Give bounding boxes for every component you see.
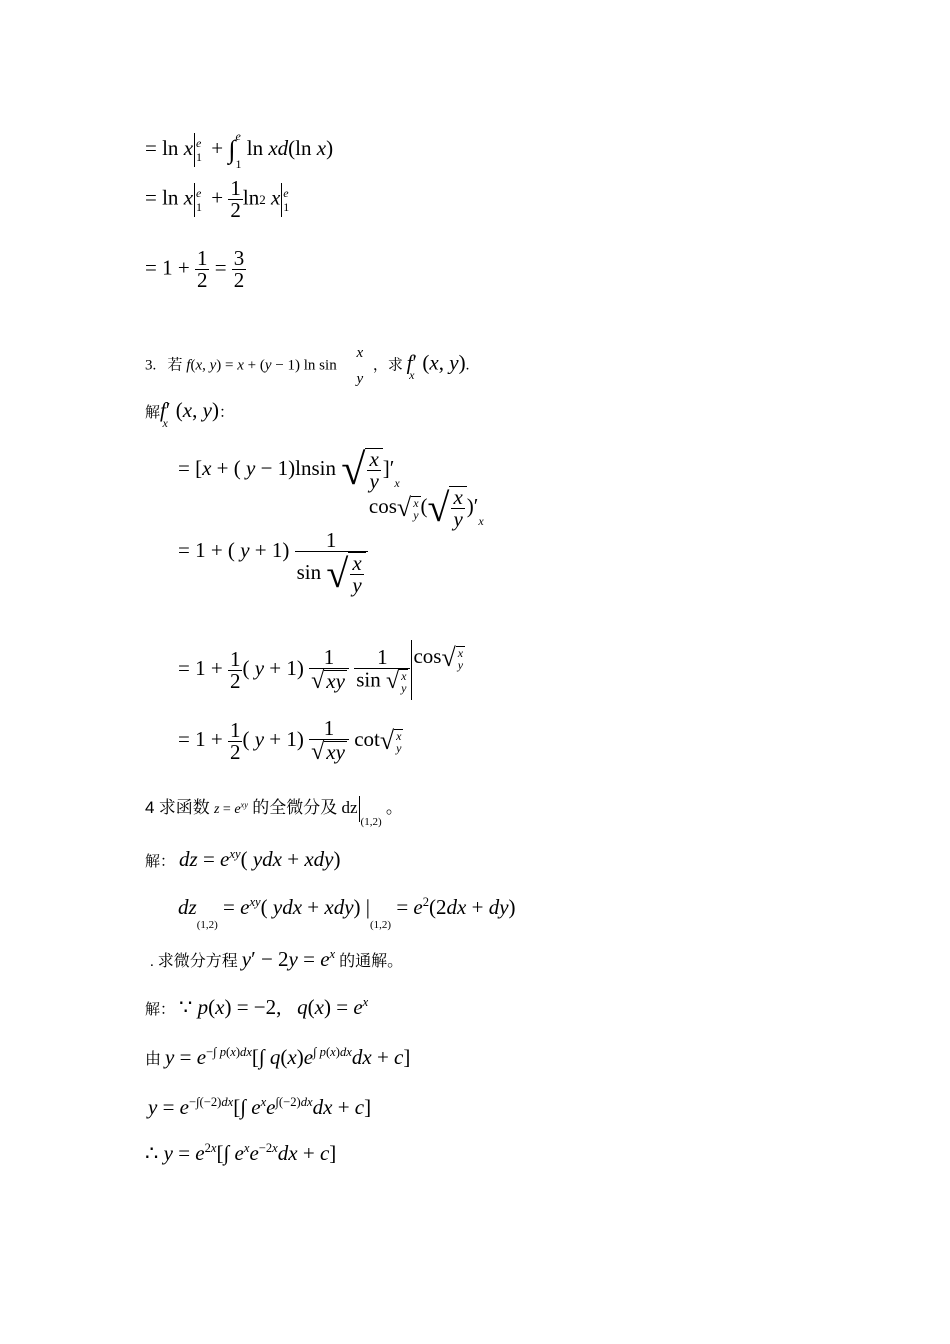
equation-line-2: = ln x e 1 + $\frac{1}{2}$ ln2 x e 1: [145, 176, 290, 222]
solution-3-step-1: = [x + ( y − 1)lnsin √ $\frac{x}{y}$ ]$'_x$: [178, 445, 400, 494]
solution-3-step-3: = 1 + $\frac{1}{2}$ ( y + 1) $\frac{1}{√xy}$ 1 sin √ x y cos√ x y: [178, 640, 465, 700]
solution-5-line-4: ∴ $y = e^{2x}[\int$ $e^xe^{-2x}dx + c$]: [145, 1141, 337, 1165]
problem-4: 4 求函数 $z = e^{xy}$ 的全微分及 $dz_{(1,2)}$ 。: [145, 797, 403, 828]
solution-3-step-2: = 1 + ( y + 1) 1 sin √ $\frac{x}{y}$ cos√ x y(√ $\frac{x}{y}$ )$'_x$: [178, 485, 484, 597]
problem-5: . 求微分方程 $y' - 2y = e^x$ 的通解。: [150, 947, 404, 971]
solution-5-line-2: 由 $y = e^{-\int p(x)dx}[\int$ $q(x)e^{\int p(x)dx}dx + c$]: [145, 1045, 411, 1069]
problem-text: ，求: [372, 355, 403, 374]
equation-line-1: = ln x e 1 + ∫e 1 ln xd(ln x): [145, 129, 334, 171]
solution-3-label: 解$f'_x(x$, y)：: [145, 398, 234, 430]
problem-3: 3. 若 f(x, y) = x + (y − 1) ln sin x y ，求 $f'_x(x$, y).: [145, 345, 470, 387]
solution-4-line-2: $dz_{(1,2)} = e^{xy}$( ydx + xdy) $|_{(1,2)} = e^2(2dx + dy)$: [178, 895, 516, 931]
problem-text: 若: [167, 355, 183, 374]
solution-3-step-4: = 1 + $\frac{1}{2}$ ( y + 1) $\frac{1}{√xy}$ cot√ x y: [178, 716, 402, 766]
solution-5-line-1: 解： ∵ p(x) = −2, $q(x) = e^x$: [145, 995, 369, 1019]
solution-5-line-3: $y = e^{-\int(-2)dx}[\int$ $e^xe^{\int(-2)dx}dx + c$]: [148, 1095, 372, 1119]
problem-number: 3.: [145, 357, 157, 374]
equation-line-3: = 1 + $\frac{1}{2}$ = $\frac{3}{2}$: [145, 246, 245, 292]
solution-4-line-1: 解： dz = $e^{xy}$( ydx + xdy): [145, 847, 341, 871]
